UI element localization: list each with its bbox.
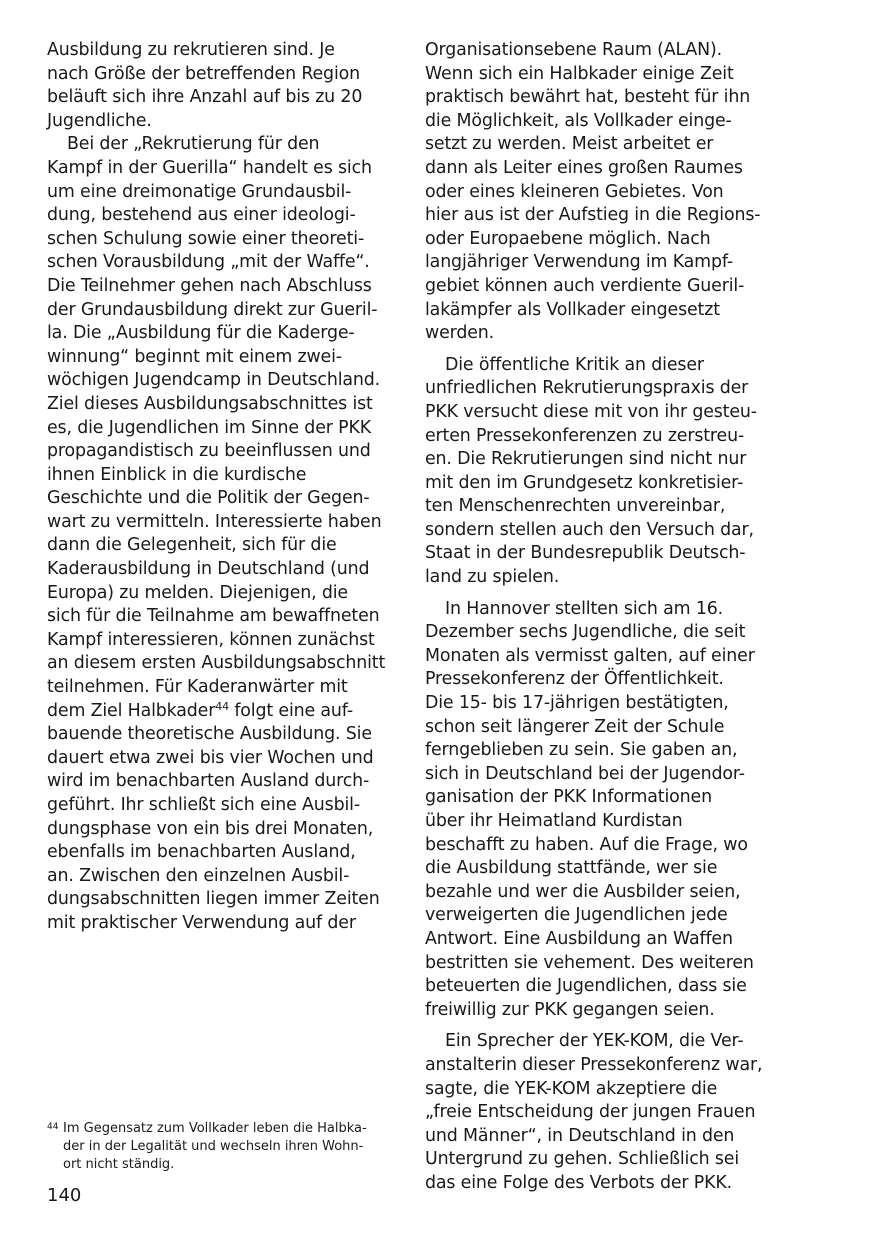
text-line: dung, bestehend aus einer ideologi- <box>47 205 356 226</box>
text-line: Staat in der Bundesrepublik Deutsch- <box>425 543 746 564</box>
text-line: dauert etwa zwei bis vier Wochen und <box>47 747 374 768</box>
text-line: an diesem ersten Ausbildungsabschnitt <box>47 653 386 674</box>
text-line: teilnehmen. Für Kaderanwärter mit <box>47 677 348 698</box>
text-line: beläuft sich ihre Anzahl auf bis zu 20 <box>47 87 363 108</box>
text-line: mit praktischer Verwendung auf der <box>47 912 356 933</box>
text-line: und Männer“, in Deutschland in den <box>425 1125 735 1146</box>
text-line: das eine Folge des Verbots der PKK. <box>425 1172 732 1193</box>
text-line: lakämpfer als Vollkader eingesetzt <box>425 299 720 320</box>
text-line: dungsabschnitten liegen immer Zeiten <box>47 889 380 910</box>
text-line: anstalterin dieser Pressekonferenz war, <box>425 1054 763 1075</box>
text-line: setzt zu werden. Meist arbeitet er <box>425 134 714 155</box>
text-line: schen Vorausbildung „mit der Waffe“. <box>47 252 370 273</box>
text-line: ferngeblieben zu sein. Sie gaben an, <box>425 740 738 761</box>
footnote-line: Im Gegensatz zum Vollkader leben die Halbka- <box>63 1121 367 1136</box>
page-number: 140 <box>47 1185 82 1206</box>
text-line: PKK versucht diese mit von ihr gesteu- <box>425 401 757 422</box>
text-line: Kaderausbildung in Deutschland (und <box>47 559 370 580</box>
text-line: wöchigen Jugendcamp in Deutschland. <box>47 370 381 391</box>
text-line: Bei der „Rekrutierung für den <box>67 134 320 155</box>
text-line: hier aus ist der Aufstieg in die Regions- <box>425 205 761 226</box>
text-line: ten Menschenrechten unvereinbar, <box>425 496 726 517</box>
text-line: um eine dreimonatige Grundausbil- <box>47 181 352 202</box>
text-line: Pressekonferenz der Öffentlichkeit. <box>425 669 724 690</box>
text-line: sich in Deutschland bei der Jugendor- <box>425 763 745 784</box>
text-line: oder eines kleineren Gebietes. Von <box>425 181 724 202</box>
text-line: erten Pressekonferenzen zu zerstreu- <box>425 425 745 446</box>
text-line: Untergrund zu gehen. Schließlich sei <box>425 1149 740 1170</box>
text-line <box>47 700 397 724</box>
text-line: nach Größe der betreffenden Region <box>47 63 360 84</box>
text-line: Die 15- bis 17-jährigen bestätigten, <box>425 693 729 714</box>
text-line: gebiet können auch verdiente Gueril- <box>425 275 745 296</box>
text-line: langjähriger Verwendung im Kampf- <box>425 252 733 273</box>
text-line: schen Schulung sowie einer theoreti- <box>47 228 365 249</box>
text-line: Jugendliche. <box>47 110 152 131</box>
text-line: praktisch bewährt hat, besteht für ihn <box>425 87 751 108</box>
text-line: ihnen Einblick in die kurdische <box>47 464 307 485</box>
footnote-reference[interactable]: 44 <box>215 699 229 713</box>
text-line: mit den im Grundgesetz konkretisier- <box>425 472 744 493</box>
text-line: Ausbildung zu rekrutieren sind. Je <box>47 40 335 60</box>
text-line: die Ausbildung stattfände, wer sie <box>425 858 718 879</box>
text-line: In Hannover stellten sich am 16. <box>445 598 724 619</box>
text-line: Monaten als vermisst galten, auf einer <box>425 645 755 666</box>
text-line: Ein Sprecher der YEK-KOM, die Ver- <box>445 1031 744 1052</box>
text-line: geführt. Ihr schließt sich eine Ausbil- <box>47 795 360 815</box>
text-line: Dezember sechs Jugendliche, die seit <box>425 622 746 643</box>
text-line: bestritten sie vehement. Des weiteren <box>425 952 754 973</box>
text-line: sich für die Teilnahme am bewaffneten <box>47 606 380 627</box>
text-line: Ziel dieses Ausbildungsabschnittes ist <box>47 393 373 414</box>
footnote-number: 44 <box>47 1122 59 1132</box>
footnote-line: der in der Legalität und wechseln ihren Wohn- <box>63 1139 364 1154</box>
text-line: la. Die „Ausbildung für die Kaderge- <box>47 323 355 344</box>
text-line: Kampf in der Guerilla“ handelt es sich <box>47 157 372 178</box>
text-line: Kampf interessieren, können zunächst <box>47 629 375 650</box>
text-line: wart zu vermitteln. Interessierte haben <box>47 511 382 532</box>
text-line: über ihr Heimatland Kurdistan <box>425 811 683 831</box>
text-line: bauende theoretische Ausbildung. Sie <box>47 724 372 745</box>
text-fragment: dem Ziel Halbkader <box>47 700 216 721</box>
text-line: Wenn sich ein Halbkader einige Zeit <box>425 63 734 84</box>
text-line: sondern stellen auch den Versuch dar, <box>425 519 754 540</box>
text-line: en. Die Rekrutierungen sind nicht nur <box>425 449 747 470</box>
text-line: beschafft zu haben. Auf die Frage, wo <box>425 834 748 855</box>
text-line: beteuerten die Jugendlichen, dass sie <box>425 976 747 997</box>
text-line: dungsphase von ein bis drei Monaten, <box>47 818 374 839</box>
left-text-column <box>47 39 397 936</box>
text-line: es, die Jugendlichen im Sinne der PKK <box>47 417 371 438</box>
text-line: ebenfalls im benachbarten Ausland, <box>47 842 356 863</box>
text-line: ganisation der PKK Informationen <box>425 787 712 808</box>
text-line: wird im benachbarten Ausland durch- <box>47 771 370 792</box>
text-line: dann die Gelegenheit, sich für die <box>47 535 337 556</box>
text-line: „freie Entscheidung der jungen Frauen <box>425 1102 756 1123</box>
text-line: sagte, die YEK-KOM akzeptiere die <box>425 1078 718 1099</box>
text-line: verweigerten die Jugendlichen jede <box>425 905 728 926</box>
text-line: Die öffentliche Kritik an dieser <box>445 354 704 375</box>
text-line: werden. <box>425 323 495 344</box>
text-line: an. Zwischen den einzelnen Ausbil- <box>47 865 350 886</box>
text-line: Geschichte und die Politik der Gegen- <box>47 488 370 509</box>
footnote <box>47 1120 397 1174</box>
text-line: die Möglichkeit, als Vollkader einge- <box>425 110 732 131</box>
text-fragment: folgt eine auf- <box>228 700 353 721</box>
text-line: dann als Leiter eines großen Raumes <box>425 157 743 178</box>
text-line: Europa) zu melden. Diejenigen, die <box>47 582 348 603</box>
text-line: der Grundausbildung direkt zur Gueril- <box>47 299 378 320</box>
text-line: unfriedlichen Rekrutierungspraxis der <box>425 378 749 399</box>
text-line: propagandistisch zu beeinflussen und <box>47 441 371 462</box>
text-line: winnung“ beginnt mit einem zwei- <box>47 346 342 367</box>
text-line: freiwillig zur PKK gegangen seien. <box>425 999 715 1020</box>
right-text-column <box>425 39 775 1196</box>
text-line: Organisationsebene Raum (ALAN). <box>425 40 723 60</box>
text-line: Die Teilnehmer gehen nach Abschluss <box>47 275 372 296</box>
text-line: oder Europaebene möglich. Nach <box>425 228 711 249</box>
footnote-line: ort nicht ständig. <box>63 1157 175 1172</box>
text-line: land zu spielen. <box>425 567 560 588</box>
text-line: Antwort. Eine Ausbildung an Waffen <box>425 928 733 949</box>
text-line: schon seit längerer Zeit der Schule <box>425 716 725 737</box>
text-line: bezahle und wer die Ausbilder seien, <box>425 881 741 902</box>
